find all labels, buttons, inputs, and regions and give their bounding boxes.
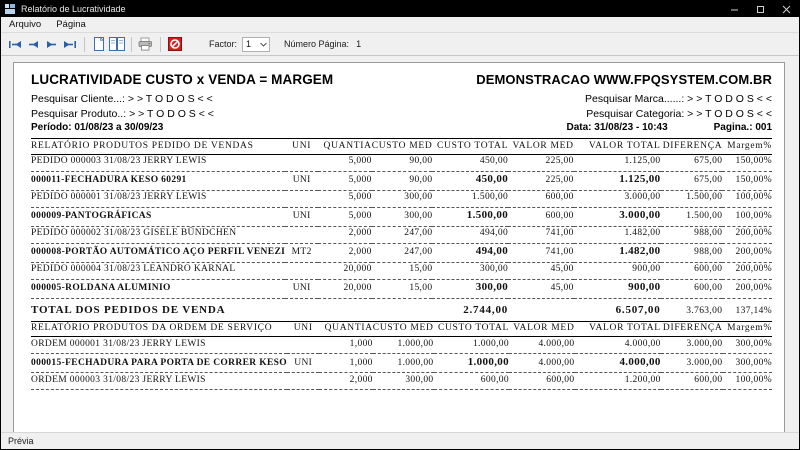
table-row <box>31 262 772 276</box>
row-vmed: 4.000,00 <box>538 357 575 368</box>
row-vmed: 45,00 <box>550 283 574 293</box>
row-dif: 675,00 <box>694 175 723 185</box>
menu-bar <box>1 17 799 33</box>
col-valor-med: VALOR MED <box>512 140 574 151</box>
filter-categoria-value: > > T O D O S < < <box>687 107 772 120</box>
factor-select[interactable] <box>242 37 270 52</box>
next-page-icon[interactable] <box>43 36 60 53</box>
table-row <box>31 207 772 223</box>
row-uni <box>285 226 318 240</box>
row-marg: 100,00% <box>735 374 772 385</box>
row-vmed: 225,00 <box>545 156 574 166</box>
section-vendas-title: RELATÓRIO PRODUTOS PEDIDO DE VENDAS <box>31 140 254 151</box>
total-vtot: 6.507,00 <box>615 303 661 316</box>
col-diferenca: DIFERENÇA <box>662 323 723 333</box>
row-vtot: 1.482,00 <box>624 228 661 238</box>
table-row <box>31 279 772 295</box>
row-dif: 600,00 <box>694 283 723 293</box>
total-cmed <box>372 298 433 321</box>
row-cmed: 90,00 <box>409 175 433 185</box>
row-vtot: 900,00 <box>628 281 661 293</box>
row-desc: ORDEM 000001 31/08/23 JERRY LEWIS <box>31 338 206 349</box>
table-vendas-header <box>31 139 772 154</box>
row-marg: 150,00% <box>735 175 772 185</box>
row-ctot: 494,00 <box>475 245 509 257</box>
table-row <box>31 226 772 240</box>
row-marg: 200,00% <box>735 228 772 238</box>
table-row <box>31 154 772 168</box>
row-vmed: 600,00 <box>545 211 574 221</box>
report-header <box>31 72 772 133</box>
filter-marca-label: Pesquisar Marca......: <box>585 93 685 105</box>
title-bar <box>1 1 799 17</box>
toolbar <box>1 33 799 56</box>
row-vmed: 600,00 <box>545 192 574 202</box>
row-dif: 988,00 <box>694 247 723 257</box>
report-header-left <box>31 72 453 133</box>
row-desc: 000009-PANTOGRÁFICAS <box>31 211 152 221</box>
row-desc: ORDEM 000003 31/08/23 JERRY LEWIS <box>31 374 206 385</box>
row-uni <box>285 262 318 276</box>
row-uni: UNI <box>292 283 311 293</box>
table-os-header <box>31 322 772 337</box>
row-vmed: 741,00 <box>545 247 574 257</box>
row-cmed: 247,00 <box>404 228 433 238</box>
report-pagina: Pagina.: 001 <box>713 122 772 133</box>
row-marg: 200,00% <box>735 264 772 274</box>
row-ctot: 300,00 <box>475 281 509 293</box>
report-data-line <box>453 122 772 133</box>
col-custo-total: CUSTO TOTAL <box>437 140 509 151</box>
print-icon[interactable] <box>137 36 154 53</box>
row-ctot: 1.000,00 <box>472 338 510 349</box>
status-bar <box>1 432 799 449</box>
row-qtd: 5,000 <box>348 156 372 166</box>
row-qtd: 1,000 <box>349 338 373 349</box>
col-diferenca: DIFERENÇA <box>662 140 723 151</box>
previous-page-icon[interactable] <box>25 36 42 53</box>
row-dif: 1.500,00 <box>686 211 723 221</box>
total-dif: 3.763,00 <box>686 305 723 316</box>
row-marg: 100,00% <box>735 211 772 221</box>
row-ctot: 1.500,00 <box>472 192 509 202</box>
page-number-label: Número Página: <box>284 39 350 49</box>
col-quantia: QUANTIA <box>324 323 373 333</box>
table-row <box>31 373 772 387</box>
col-custo-total: CUSTO TOTAL <box>437 323 510 333</box>
factor-label: Factor: <box>209 39 238 49</box>
total-ctot: 2.744,00 <box>463 303 509 316</box>
filter-marca-value: > > T O D O S < < <box>687 93 772 105</box>
row-vtot: 1.125,00 <box>619 173 661 185</box>
row-uni: UNI <box>294 357 313 368</box>
filter-cliente <box>31 93 453 105</box>
toolbar-separator-2 <box>131 37 132 52</box>
chevron-down-icon <box>258 38 269 51</box>
report-data: Data: 31/08/23 - 10:43 <box>566 122 668 133</box>
row-marg: 100,00% <box>735 192 772 202</box>
row-cmed: 300,00 <box>404 211 433 221</box>
row-ctot: 600,00 <box>480 374 510 385</box>
row-uni <box>285 190 318 204</box>
table-row <box>31 171 772 187</box>
row-qtd: 2,000 <box>349 374 373 385</box>
row-dif: 3.000,00 <box>686 357 723 368</box>
row-qtd: 5,000 <box>348 175 372 185</box>
row-desc: 000011-FECHADURA KESO 60291 <box>31 175 187 185</box>
total-marg: 137,14% <box>735 305 772 316</box>
row-marg: 200,00% <box>735 283 772 293</box>
row-qtd: 2,000 <box>348 228 372 238</box>
filter-produto-label: Pesquisar Produto..: <box>31 107 127 120</box>
stop-icon[interactable] <box>166 36 183 53</box>
row-uni <box>287 373 319 387</box>
row-qtd: 2,000 <box>348 247 372 257</box>
preview-area[interactable] <box>1 56 799 432</box>
filter-cliente-value: > > T O D O S < < <box>127 93 213 105</box>
row-vtot: 1.482,00 <box>619 245 661 257</box>
last-page-icon[interactable] <box>61 36 78 53</box>
row-qtd: 20,000 <box>343 264 372 274</box>
row-dif: 1.500,00 <box>686 192 723 202</box>
row-dif: 675,00 <box>694 156 723 166</box>
row-ctot: 1.500,00 <box>466 209 509 221</box>
col-quantia: QUANTIA <box>323 140 372 151</box>
row-dif: 600,00 <box>694 374 723 385</box>
row-desc: PEDIDO 000003 31/08/23 JERRY LEWIS <box>31 156 207 166</box>
row-dif: 988,00 <box>694 228 723 238</box>
row-vtot: 4.000,00 <box>624 338 661 349</box>
row-qtd: 5,000 <box>348 211 372 221</box>
table-row <box>31 354 772 370</box>
row-uni: UNI <box>292 211 311 221</box>
col-valor-total: VALOR TOTAL <box>588 140 661 151</box>
report-periodo: Período: 01/08/23 a 30/09/23 <box>31 122 164 133</box>
row-ctot: 450,00 <box>479 156 509 166</box>
row-ctot: 1.000,00 <box>467 355 510 368</box>
row-dif: 3.000,00 <box>686 338 723 349</box>
report-content <box>31 72 772 390</box>
row-vtot: 1.200,00 <box>624 374 661 385</box>
row-vmed: 4.000,00 <box>538 338 575 349</box>
row-marg: 150,00% <box>735 156 772 166</box>
row-cmed: 15,00 <box>409 283 433 293</box>
row-cmed: 247,00 <box>404 247 433 257</box>
row-desc: 000005-ROLDANA ALUMINIO <box>31 283 171 293</box>
col-uni: UNI <box>293 323 313 333</box>
row-marg: 200,00% <box>735 247 772 257</box>
section-os-title: RELATÓRIO PRODUTOS DA ORDEM DE SERVIÇO <box>31 323 273 333</box>
col-custo-med: CUSTO MED <box>371 140 433 151</box>
status-text: Prévia <box>8 436 34 446</box>
table-ordem-servico <box>31 322 772 391</box>
row-vtot: 1.125,00 <box>624 156 661 166</box>
row-ctot: 494,00 <box>479 228 509 238</box>
row-uni: MT2 <box>291 247 312 257</box>
row-marg: 300,00% <box>735 357 772 368</box>
table-vendas-body <box>31 139 772 321</box>
row-desc: PEDIDO 000002 31/08/23 GISELE BÜNDCHEN <box>31 228 237 238</box>
report-company: DEMONSTRACAO WWW.FPQSYSTEM.COM.BR <box>476 72 772 87</box>
toolbar-separator-1 <box>84 37 85 52</box>
total-desc: TOTAL DOS PEDIDOS DE VENDA <box>31 303 226 316</box>
first-page-icon[interactable] <box>7 36 24 53</box>
report-page <box>13 62 785 432</box>
row-desc: 000015-FECHADURA PARA PORTA DE CORRER KESO <box>31 357 288 368</box>
close-icon[interactable] <box>773 1 799 17</box>
factor-control <box>209 37 361 52</box>
row-marg: 300,00% <box>735 338 772 349</box>
row-vtot: 900,00 <box>632 264 661 274</box>
table-row <box>31 190 772 204</box>
toolbar-separator-3 <box>160 37 161 52</box>
total-uni <box>285 298 318 321</box>
row-cmed: 15,00 <box>409 264 433 274</box>
two-page-view-icon[interactable] <box>108 36 125 53</box>
row-vmed: 45,00 <box>550 264 574 274</box>
filter-produto <box>31 108 453 120</box>
row-ctot: 300,00 <box>479 264 509 274</box>
report-header-right <box>453 72 772 133</box>
report-title: LUCRATIVIDADE CUSTO x VENDA = MARGEM <box>31 72 334 87</box>
window-title: Relatório de Lucratividade <box>21 4 126 14</box>
total-vmed <box>508 298 574 321</box>
row-qtd: 5,000 <box>348 192 372 202</box>
col-custo-med: CUSTO MED <box>372 323 434 333</box>
row-vtot: 3.000,00 <box>624 192 661 202</box>
filter-produto-value: > > T O D O S < < <box>129 107 214 120</box>
maximize-icon[interactable] <box>747 1 773 17</box>
table-row <box>31 337 772 351</box>
window-controls <box>721 1 799 17</box>
row-vmed: 600,00 <box>546 374 575 385</box>
total-qtd <box>318 298 372 321</box>
filter-cliente-label: Pesquisar Cliente...: <box>31 93 125 105</box>
factor-value: 1 <box>246 39 252 49</box>
table-row <box>31 243 772 259</box>
row-uni <box>287 337 319 351</box>
row-uni <box>285 154 318 168</box>
filter-categoria-label: Pesquisar Categoria: <box>586 107 685 120</box>
table-os-body <box>31 322 772 390</box>
row-qtd: 1,000 <box>349 357 373 368</box>
filter-marca <box>453 93 772 105</box>
row-desc: 000008-PORTÃO AUTOMÁTICO AÇO PERFIL VENEZI <box>31 247 286 257</box>
menu-item-pagina[interactable]: Página <box>56 19 86 30</box>
row-vtot: 3.000,00 <box>619 209 661 221</box>
col-valor-med: VALOR MED <box>513 323 575 333</box>
table-total-row <box>31 298 772 321</box>
col-margem: Margem% <box>727 140 772 151</box>
col-uni: UNI <box>292 140 312 151</box>
row-vmed: 741,00 <box>545 228 574 238</box>
row-cmed: 1.000,00 <box>397 357 434 368</box>
row-cmed: 300,00 <box>404 192 433 202</box>
row-vtot: 4.000,00 <box>619 355 661 368</box>
one-page-view-icon[interactable] <box>90 36 107 53</box>
page-number-value: 1 <box>356 39 362 49</box>
divider-dashed <box>31 386 772 390</box>
row-cmed: 1.000,00 <box>397 338 434 349</box>
row-desc: PEDIDO 000001 31/08/23 JERRY LEWIS <box>31 192 207 202</box>
row-vmed: 225,00 <box>545 175 574 185</box>
menu-item-arquivo[interactable]: Arquivo <box>9 19 42 30</box>
row-desc: PEDIDO 000004 31/08/23 LEANDRO KARNAL <box>31 264 236 274</box>
col-valor-total: VALOR TOTAL <box>589 323 661 333</box>
row-ctot: 450,00 <box>475 173 509 185</box>
app-window-icon <box>5 4 16 14</box>
row-dif: 600,00 <box>694 264 723 274</box>
minimize-icon[interactable] <box>721 1 747 17</box>
col-margem: Margem% <box>727 323 772 333</box>
filter-categoria <box>453 108 772 120</box>
row-cmed: 300,00 <box>405 374 434 385</box>
row-cmed: 90,00 <box>409 156 433 166</box>
row-uni: UNI <box>292 175 311 185</box>
table-vendas <box>31 139 772 322</box>
row-qtd: 20,000 <box>343 283 372 293</box>
